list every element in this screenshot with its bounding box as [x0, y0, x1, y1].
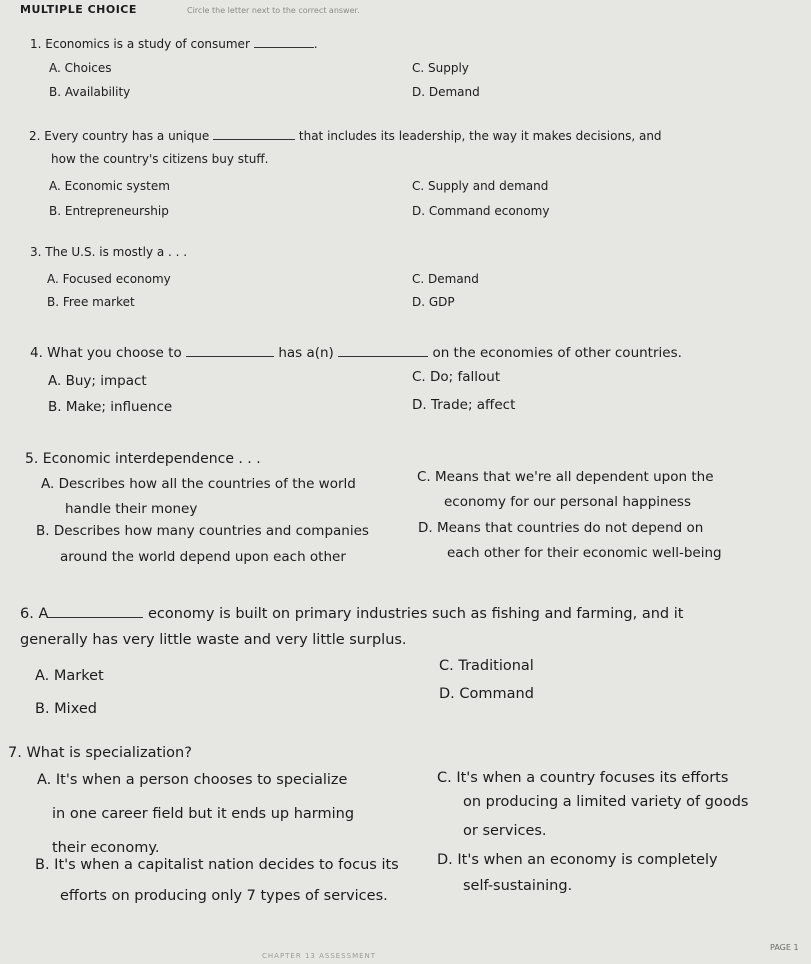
question-7-option-a-line2[interactable]: in one career field but it ends up harming [52, 806, 355, 822]
question-5-option-d-line2[interactable]: each other for their economic well-being [447, 545, 722, 561]
question-5-option-a-line1[interactable]: A. Describes how all the countries of the world [41, 476, 356, 492]
question-5-option-c-line2[interactable]: economy for our personal happiness [444, 494, 691, 510]
question-6-prompt: 6. A economy is built on primary industries such as fishing and farming, and it [20, 606, 684, 622]
question-2-option-a[interactable]: A. Economic system [49, 179, 170, 193]
question-1-option-b[interactable]: B. Availability [49, 85, 131, 99]
question-7-option-b-line2[interactable]: efforts on producing only 7 types of services. [60, 888, 388, 904]
question-3-prompt: 3. The U.S. is mostly a . . . [30, 245, 188, 259]
question-2-option-c[interactable]: C. Supply and demand [412, 179, 549, 193]
answer-blank [48, 616, 143, 618]
question-3-option-c[interactable]: C. Demand [412, 272, 479, 286]
question-7-option-c-line1[interactable]: C. It's when a country focuses its efforts [437, 770, 729, 786]
answer-blank [254, 46, 314, 48]
question-1-option-a[interactable]: A. Choices [49, 61, 112, 75]
question-2-prompt: 2. Every country has a unique that includes its leadership, the way it makes decisions, and [29, 129, 662, 143]
page-number: PAGE 1 [770, 943, 799, 952]
question-2-option-b[interactable]: B. Entrepreneurship [49, 204, 169, 218]
question-5-option-b-line1[interactable]: B. Describes how many countries and companies [36, 523, 369, 539]
instructions: Circle the letter next to the correct answer. [187, 6, 360, 15]
question-2-prompt-line2: how the country's citizens buy stuff. [51, 152, 269, 166]
question-7-option-d-line2[interactable]: self-sustaining. [463, 878, 573, 894]
question-5-option-c-line1[interactable]: C. Means that we're all dependent upon the [417, 469, 714, 485]
question-6-option-a[interactable]: A. Market [35, 668, 104, 684]
question-4-option-a[interactable]: A. Buy; impact [48, 373, 147, 389]
question-1-prompt: 1. Economics is a study of consumer . [30, 37, 318, 51]
question-7-option-b-line1[interactable]: B. It's when a capitalist nation decides to focus its [35, 857, 399, 873]
question-7-option-a-line3[interactable]: their economy. [52, 840, 160, 856]
answer-blank [213, 138, 295, 140]
question-5-prompt: 5. Economic interdependence . . . [25, 451, 261, 467]
question-1-option-c[interactable]: C. Supply [412, 61, 469, 75]
question-4-prompt: 4. What you choose to has a(n) on the economies of other countries. [30, 345, 682, 361]
question-7-prompt: 7. What is specialization? [8, 745, 192, 761]
section-title: MULTIPLE CHOICE [20, 3, 137, 16]
question-3-option-a[interactable]: A. Focused economy [47, 272, 171, 286]
question-3-option-d[interactable]: D. GDP [412, 295, 455, 309]
question-2-option-d[interactable]: D. Command economy [412, 204, 550, 218]
question-5-option-d-line1[interactable]: D. Means that countries do not depend on [418, 520, 704, 536]
question-4-option-c[interactable]: C. Do; fallout [412, 369, 501, 385]
question-7-option-c-line3[interactable]: or services. [463, 823, 547, 839]
question-6-option-c[interactable]: C. Traditional [439, 658, 534, 674]
question-7-option-a-line1[interactable]: A. It's when a person chooses to specialize [37, 772, 348, 788]
footer-assessment-label: CHAPTER 13 ASSESSMENT [262, 952, 377, 960]
question-4-option-b[interactable]: B. Make; influence [48, 399, 173, 415]
answer-blank [186, 355, 274, 357]
question-5-option-b-line2[interactable]: around the world depend upon each other [60, 549, 346, 565]
question-7-option-d-line1[interactable]: D. It's when an economy is completely [437, 852, 718, 868]
question-6-prompt-line2: generally has very little waste and very little surplus. [20, 632, 407, 648]
question-5-option-a-line2[interactable]: handle their money [65, 501, 198, 517]
answer-blank [338, 355, 428, 357]
question-1-option-d[interactable]: D. Demand [412, 85, 480, 99]
question-6-option-b[interactable]: B. Mixed [35, 701, 97, 717]
question-7-option-c-line2[interactable]: on producing a limited variety of goods [463, 794, 749, 810]
question-3-option-b[interactable]: B. Free market [47, 295, 135, 309]
question-6-option-d[interactable]: D. Command [439, 686, 534, 702]
question-4-option-d[interactable]: D. Trade; affect [412, 397, 516, 413]
